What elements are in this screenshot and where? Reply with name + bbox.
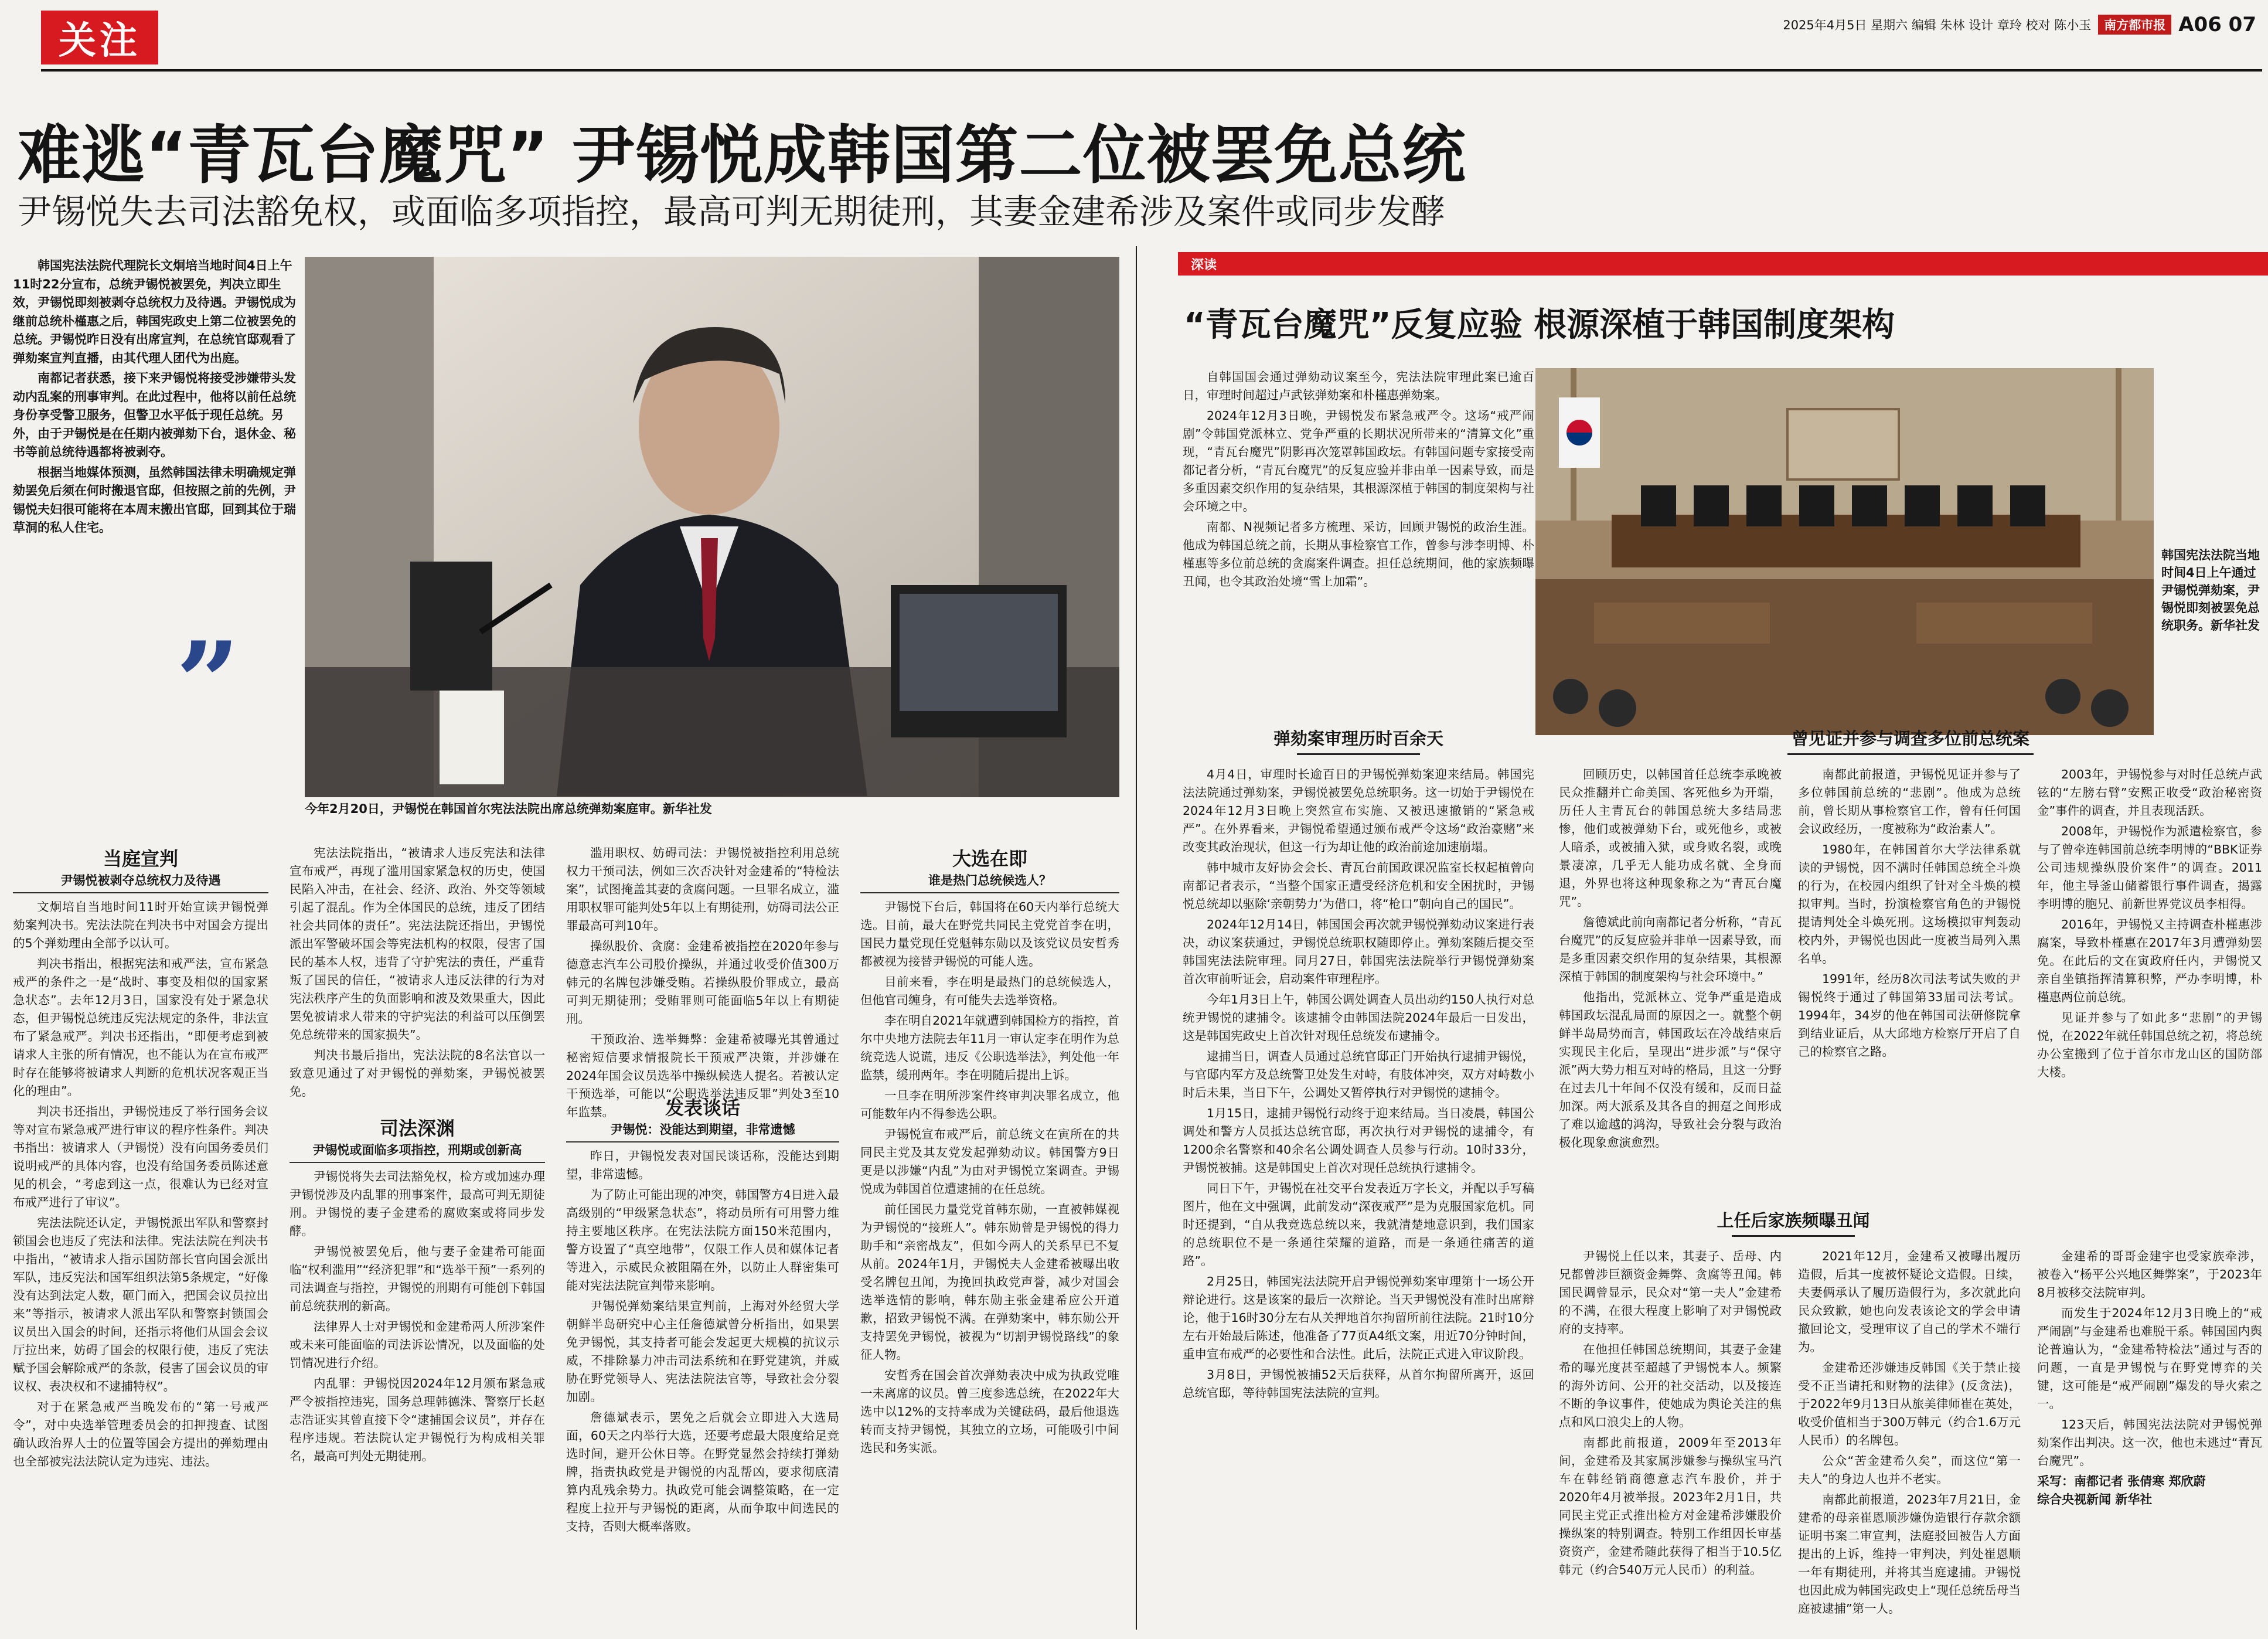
- sub-c-body-1: [1559, 1247, 1782, 1582]
- body-para: 操纵股价、贪腐：金建希被指控在2020年参与德意志汽车公司股价操纵，并通过收受价值300万韩元的名牌包涉嫌受贿。若操纵股价罪成立，最高可判无期徒刑；受贿罪则可能面临5年以上有期徒刑。: [566, 939, 839, 1026]
- section-rule: [13, 892, 268, 893]
- page-number: A06 07: [2178, 13, 2256, 36]
- byline-sources: 综合央视新闻 新华社: [2037, 1492, 2153, 1507]
- body-para: 123天后，韩国宪法法院对尹锡悦弹劾案作出判决。这一次，他也未逃过“青瓦台魔咒”。: [2037, 1417, 2262, 1468]
- sub-c-body-3: [2037, 1247, 2262, 1509]
- byline: [2037, 1473, 2262, 1509]
- section-verdict-deck: 尹锡悦被剥夺总统权力及待遇: [60, 873, 221, 887]
- section-tag: 关注: [41, 11, 158, 64]
- body-para: 2月25日，韩国宪法法院开启尹锡悦弹劾案审理第十一场公开辩论进行。这是该案的最后一次辩论。当天尹锡悦没有准时出席辩论，他于16时30分左右从关押地首尔拘留所前往法院。21时10分左右开始最后陈述，他准备了77页A4纸文案，用近70分钟时间，重申宣布戒严的必要性和合法性。此后，法院正式进入审议阶段。: [1183, 1274, 1534, 1361]
- body-para: 今年1月3日上午，韩国公调处调查人员出动约150人执行对总统尹锡悦的逮捕令。该逮捕令由韩国法院2024年最后一日发出，这是韩国宪政史上首次针对现任总统发布逮捕令。: [1183, 992, 1534, 1043]
- section-verdict-cont: [290, 844, 545, 1103]
- body-para: 1月15日，逮捕尹锡悦行动终于迎来结局。当日凌晨，韩国公调处和警方人员抵达总统官邸，再次执行对尹锡悦的逮捕令，有1200余名警察和40余名公调处调查人员参与行动。10时33分，尹锡悦被捕。这是韩国史上首次对现任总统执行逮捕令。: [1183, 1106, 1534, 1175]
- sub-title-underline: [1787, 753, 2034, 755]
- sub-a-title: 弹劾案审理历时百余天: [1273, 729, 1443, 749]
- sub-a-title-block: [1183, 726, 1534, 755]
- sub-c-title: 上任后家族频曝丑闻: [1717, 1210, 1870, 1230]
- body-para: 2016年，尹锡悦又主持调查朴槿惠涉腐案，导致朴槿惠在2017年3月遭弹劾罢免。在此后的文在寅政府任内，尹锡悦又亲自坐镇指挥清算积弊，严办李明博，朴槿惠两位前总统。: [2037, 917, 2262, 1004]
- body-para: 2021年12月，金建希又被曝出履历造假，后其一度被怀疑论文造假。日续，夫妻俩承认了履历造假行为，多次就此向民众致歉，她也向发表该论文的学会申请撤回论文，受理审议了自己的学术不端行为。: [1798, 1249, 2021, 1354]
- lead-para: 韩国宪法法院代理院长文炯培当地时间4日上午11时22分宣布，总统尹锡悦被罢免，判决立即生效，尹锡悦即刻被剥夺总统权力及待遇。尹锡悦成为继前总统朴槿惠之后，韩国宪政史上第二位被罢免的总统。尹锡悦昨日没有出席宣判，在总统官邸观看了弹劾案宣判直播，由其代理人团代为出庭。: [13, 259, 296, 365]
- section-legal-title: 司法深渊: [379, 1117, 455, 1140]
- body-para: 尹锡悦被罢免后，他与妻子金建希可能面临“权利滥用”“经济犯罪”和“选举干预”一系列的司法调查与指控，尹锡悦的刑期有可能创下韩国前总统获刑的新高。: [290, 1244, 545, 1313]
- body-para: 判决书指出，根据宪法和戒严法，宣布紧急戒严的条件之一是“战时、事变及相似的国家紧急状态”。去年12月3日，国家没有处于紧急状态，但尹锡悦总统违反宪法规定的条件，非法宣布了紧急戒严。判决书还指出，“即便考虑到被请求人主张的所有情况，也不能认为在宣布戒严时存在能够将被请求人判断的危机状况客观正当化的理由”。: [13, 957, 268, 1098]
- quote-mark-icon: ”: [176, 617, 240, 748]
- body-para: 判决书最后指出，宪法法院的8名法官以一致意见通过了对尹锡悦的弹劾案，尹锡悦被罢免。: [290, 1048, 545, 1099]
- sub-title-underline: [1732, 1235, 1855, 1237]
- right-headline: “青瓦台魔咒”反复应验 根源深植于韩国制度架构: [1184, 306, 1895, 344]
- section-speech-body: [566, 1147, 839, 1536]
- body-para: 尹锡悦宣布戒严后，前总统文在寅所在的共同民主党及其友党发起弹劾动议。韩国警方9日更是以涉嫌“内乱”为由对尹锡悦立案调查。尹锡悦成为韩国首位遭逮捕的在任总统。: [860, 1127, 1119, 1196]
- body-para: 宪法法院指出，“被请求人违反宪法和法律宣布戒严，再现了滥用国家紧急权的历史，使国民陷入冲击，在社会、经济、政治、外交等领域引起了混乱。作为全体国民的总统，违反了团结社会共同体的责任”。宪法法院还指出，尹锡悦派出军警破坏国会等宪法机构的权限，侵害了国民的基本人权，违背了守护宪法的责任，严重背叛了国民的信任，“被请求人违反法律的行为对宪法秩序产生的负面影响和波及效果重大，因此罢免被请求人带来的守护宪法的利益可以压倒罢免总统带来的国家损失”。: [290, 846, 545, 1042]
- body-para: 尹锡悦上任以来，其妻子、岳母、内兄都曾涉巨额资金舞弊、贪腐等丑闻。韩国民调曾显示，民众对“第一夫人”金建希的不满，在很大程度上影响了对尹锡悦政府的支持率。: [1559, 1249, 1782, 1336]
- body-para: 宪法法院还认定，尹锡悦派出军队和警察封锁国会也违反了宪法和法律。宪法法院在判决书中指出，“被请求人指示国防部长官向国会派出军队，违反宪法和国军组织法第5条规定，“好像没有达到法定人数，砸门而入，把国会议员拉出来”等指示，被请求人派出军队和警察封锁国会议员出入国会的时间，还指示将他们从国会会议厅拉出来，妨碍了国会的权限行使，违反了宪法赋予国会解除戒严的条款，侵害了国会议员的审议权、表决权和不逮捕特权”。: [13, 1216, 268, 1393]
- body-para: 见证并参与了如此多“悲剧”的尹锡悦，在2022年就任韩国总统之初，将总统办公室搬到了位于首尔市龙山区的国防部大楼。: [2037, 1011, 2262, 1079]
- section-election-body: [860, 898, 1119, 1457]
- body-para: 1991年，经历8次司法考试失败的尹锡悦终于通过了韩国第33届司法考试。1994年，34岁的他在韩国司法研修院拿到结业证后，从大邱地方检察厅开启了自己的检察官之路。: [1798, 972, 2021, 1059]
- body-para: 法律界人士对尹锡悦和金建希两人所涉案件或未来可能面临的司法诉讼情况，以及面临的处罚情况进行介绍。: [290, 1320, 545, 1370]
- section-rule: [290, 1162, 545, 1163]
- body-para: 在他担任韩国总统期间，其妻子金建希的曝光度甚至超越了尹锡悦本人。频繁的海外访问、公开的社交活动，以及接连不断的争议事件，使她成为舆论关注的焦点和风口浪尖上的人物。: [1559, 1342, 1782, 1429]
- section-legal-deck: 尹锡悦或面临多项指控，刑期或创新高: [312, 1143, 522, 1157]
- photo-yoon-courtroom: [305, 257, 1119, 797]
- header-date-editors: 2025年4月5日 星期六 编辑 朱林 设计 章玲 校对 陈小玉: [1783, 18, 2092, 32]
- section-election-title: 大选在即: [952, 848, 1027, 870]
- body-para: 回顾历史，以韩国首任总统李承晚被民众推翻并亡命美国、客死他乡为开端，历任人主青瓦台的韩国总统大多结局悲惨，他们或被弹劾下台，或死他乡，或被人暗杀，或被捕入狱，或身败名裂，或晚景凄凉，几乎无人能功成名就、全身而退，外界也将这种现象称之为“青瓦台魔咒”。: [1559, 767, 1782, 909]
- body-para: 一旦李在明所涉案件终审判决罪名成立，他可能数年内不得参选公职。: [860, 1089, 1119, 1121]
- sub-b-body-1: [1559, 766, 1782, 1154]
- main-photo-caption: 今年2月20日，尹锡悦在韩国首尔宪法法院出席总统弹劾案庭审。新华社发: [305, 802, 712, 816]
- section-legal: [290, 1114, 545, 1468]
- body-para: 文炯培自当地时间11时开始宣读尹锡悦弹劾案判决书。宪法法院在判决书中对国会方提出的5个弹劾理由全部予以认可。: [13, 900, 268, 950]
- body-para: 内乱罪：尹锡悦因2024年12月颁布紧急戒严令被指控违宪，国务总理韩德洙、警察厅长赵志浩证实其曾直接下令“逮捕国会议员”，并存在程序违规。若法院认定尹锡悦行为构成相关罪名，最高可判处无期徒刑。: [290, 1376, 545, 1463]
- body-para: 2003年，尹锡悦参与对时任总统卢武铉的“左膀右臂”安熙正收受“政治秘密资金”事件的调查，并且表现活跃。: [2037, 767, 2262, 818]
- section-rule: [566, 1141, 839, 1142]
- section-election: [860, 844, 1119, 1460]
- body-para: 2008年，尹锡悦作为派遣检察官，参与了曾牵连韩国前总统李明博的“BBK证券公司违规操纵股价案件”的调查。2011年，他主导釜山储蓄银行事件调查，揭露李明博的胞兄、前新世界党议员李相得。: [2037, 824, 2262, 911]
- body-para: 3月8日，尹锡悦被捕52天后获释，从首尔拘留所离开，返回总统官邸，等待韩国宪法法院的宣判。: [1183, 1368, 1534, 1400]
- page-header-info: [1783, 13, 2256, 36]
- body-para: 尹锡悦弹劾案结果宣判前，上海对外经贸大学朝鲜半岛研究中心主任詹德斌曾分析指出，如果罢免尹锡悦，其支持者可能会发起更大规模的抗议示威，不排除暴力冲击司法系统和在野党建筑，并威胁在野党领导人、宪法法院法官等，导致社会分裂加剧。: [566, 1299, 839, 1404]
- body-para: 南都、N视频记者多方梳理、采访，回顾尹锡悦的政治生涯。他成为韩国总统之前，长期从事检察官工作，曾参与涉李明博、朴槿惠等多位前总统的贪腐案件调查。担任总统期间，他的家族频曝丑闻，也令其政治处境“雪上加霜”。: [1183, 520, 1534, 589]
- body-para: 李在明自2021年就遭到韩国检方的指控，首尔中央地方法院去年11月一审认定李在明作为总统竞选人说谎，违反《公职选举法》，判处他一年监禁，缓刑两年。李在明随后提出上诉。: [860, 1014, 1119, 1082]
- byline-reporters: 采写：南都记者 张倩寒 郑欣蔚: [2037, 1474, 2206, 1488]
- sub-b-body-2: [1798, 766, 2021, 1063]
- body-para: 南都此前报道，尹锡悦见证并参与了多位韩国前总统的“悲剧”。他成为总统前，曾长期从事检察官工作，曾有任何国会议政经历，一度被称为“政治素人”。: [1798, 767, 2021, 836]
- right-intro: [1183, 368, 1534, 593]
- body-para: 2024年12月3日晚，尹锡悦发布紧急戒严令。这场“戒严闹剧”令韩国党派林立、党争严重的长期状况所带来的“清算文化”重现，“青瓦台魔咒”阴影再次笼罩韩国政坛。有韩国问题专家接受南都记者分析，“青瓦台魔咒”的反复应验并非由单一因素导致，而是多重因素交织作用的复杂结果，其根源深植于韩国的制度架构与社会环境之中。: [1183, 409, 1534, 514]
- section-speech-deck: 尹锡悦：没能达到期望，非常遗憾: [610, 1123, 795, 1137]
- section-legal-cont: [566, 844, 839, 1124]
- body-para: 昨日，尹锡悦发表对国民谈话称，没能达到期望，非常遗憾。: [566, 1149, 839, 1181]
- body-para: 尹锡悦将失去司法豁免权，检方或加速办理尹锡悦涉及内乱罪的刑事案件，最高可判无期徒刑。尹锡悦的妻子金建希的腐败案或将同步发酵。: [290, 1169, 545, 1238]
- section-ribbon: 深读: [1178, 252, 2268, 276]
- body-para: 南都此前报道，2009年至2013年间，金建希及其家属涉嫌参与操纵宝马汽车在韩经销商德意志汽车股价，并于2020年4月被举报。2023年2月1日，共同民主党正式推出检方对金建希涉嫌股价操纵案的特别调查。特别工作组因长审基资资产，金建希随此获得了相当于10.5亿韩元（约合540万元人民币）的利益。: [1559, 1436, 1782, 1577]
- body-para: 尹锡悦下台后，韩国将在60天内举行总统大选。目前，最大在野党共同民主党党首李在明，国民力量党现任党魁韩东勋以及该党议员安哲秀都被视为接替尹锡悦的可能人选。: [860, 900, 1119, 968]
- section-speech: [566, 1093, 839, 1538]
- sub-c-title-block: [1559, 1208, 2028, 1237]
- court-photo-caption: 韩国宪法法院当地时间4日上午通过尹锡悦弹劾案，尹锡悦即刻被罢免总统职务。新华社发: [2161, 548, 2260, 633]
- body-para: 金建希还涉嫌违反韩国《关于禁止接受不正当请托和财物的法律》(反贪法)，于2022年9月13日从旅美律师崔在英处，收受价值相当于300万韩元（约合1.6万元人民币）的名牌包。: [1798, 1361, 2021, 1447]
- section-legal-body: [290, 1168, 545, 1465]
- body-para: 而发生于2024年12月3日晚上的“戒严闹剧”与金建希也难脱干系。韩国国内舆论普遍认为，“金建希特检法”通过与否的问题，一直是尹锡悦与在野党博弈的关键，这可能是“戒严闹剧”爆发的导火索之一。: [2037, 1306, 2262, 1411]
- sub-b-title: 曾见证并参与调查多位前总统案: [1791, 729, 2029, 749]
- body-para: 詹德斌表示，罢免之后就会立即进入大选局面，60天之内举行大选，还要考虑最大限度给足竞选时间，避开公休日等。在野党显然会持续打弹劾牌，指责执政党是尹锡悦的内乱帮凶，要求彻底清算内乱残余势力。执政党可能会调整策略，在一定程度上拉开与尹锡悦的距离，从而争取中间选民的支持，否则大概率落败。: [566, 1410, 839, 1533]
- lead-text: [13, 257, 300, 539]
- sub-b-title-block: [1559, 726, 2262, 755]
- body-para: 他指出，党派林立、党争严重是造成韩国政坛混乱局面的原因之一。就整个朝鲜半岛局势而言，韩国政坛在冷战结束后实现民主化后，呈现出“进步派”与“保守派”两大势力相互对峙的格局，且这一分野在过去几十年间不仅没有缓和，反而日益加深。两大派系及其各自的拥趸之间形成了难以逾越的鸿沟，导致社会分裂与政治极化现象愈演愈烈。: [1559, 990, 1782, 1150]
- sub-title-underline: [1297, 753, 1420, 755]
- body-para: 詹德斌此前向南都记者分析称，“青瓦台魔咒”的反复应验并非单一因素导致，而是多重因素交织作用的复杂结果，其根源深植于韩国的制度架构与社会环境中。”: [1559, 915, 1782, 984]
- main-headline: 难逃“青瓦台魔咒” 尹锡悦成韩国第二位被罢免总统: [18, 119, 1466, 192]
- section-verdict-body: [13, 898, 268, 1471]
- sub-a-body: [1183, 766, 1534, 1405]
- body-para: 滥用职权、妨碍司法：尹锡悦被指控利用总统权力干预司法，例如三次否决针对金建希的“特检法案”，试图掩盖其妻的贪腐问题。一旦罪名成立，滥用职权罪可能判处5年以上有期徒刑，妨碍司法公正罪最高可判10年。: [566, 846, 839, 933]
- body-para: 4月4日，审理时长逾百日的尹锡悦弹劾案迎来结局。韩国宪法法院通过弹劾案，尹锡悦被罢免总统职务。这一切始于尹锡悦在2024年12月3日晚上突然宣布实施、又被迅速撤销的“紧急戒严”。在外界看来，尹锡悦希望通过颁布戒严令这场“政治豪赌”来改变其政治现状，但这一行为却让他的政治前途加速崩塌。: [1183, 767, 1534, 854]
- section-verdict-title: 当庭宣判: [103, 848, 178, 870]
- page-divider: [1136, 246, 1137, 1630]
- body-para: 对于在紧急戒严当晚发布的“第一号戒严令”，对中央选举管理委员会的扣押搜查、试图确认政治界人士的位置等国会方提出的弹劾理由也全部被宪法法院认定为违宪、违法。: [13, 1400, 268, 1468]
- body-para: 为了防止可能出现的冲突，韩国警方4日进入最高级别的“甲级紧急状态”，将动员所有可用警力维持主要地区秩序。在宪法法院方面150米范围内，警方设置了“真空地带”，仅限工作人员和媒体记者等进入，示威民众被阻隔在外，以防止人群密集可能对宪法法院宣判带来影响。: [566, 1188, 839, 1293]
- photo-constitutional-court: [1535, 368, 2154, 735]
- body-para: 前任国民力量党党首韩东勋，一直被韩媒视为尹锡悦的“接班人”。韩东勋曾是尹锡悦的得力助手和“亲密战友”，但如今两人的关系早已不复从前。2024年1月，尹锡悦夫人金建希被曝出收受名牌包丑闻，为挽回执政党声誉，减少对国会选举选情的影响，韩东勋主张金建希应公开道歉，招致尹锡悦不满。在弹劾案中，韩东勋公开支持罢免尹锡悦，被视为“切割尹锡悦路线”的象征人物。: [860, 1202, 1119, 1362]
- lead-para: 根据当地媒体预测，虽然韩国法律未明确规定弹劾罢免后须在何时搬退官邸，但按照之前的先例，尹锡悦夫妇很可能将在本周末搬出官邸，回到其位于瑞草洞的私人住宅。: [13, 465, 296, 535]
- section-election-deck: 谁是热门总统候选人？: [928, 873, 1051, 887]
- body-para: 干预政治、选举舞弊：金建希被曝光其曾通过秘密短信要求情报院长干预戒严决策，并涉嫌在2024年国会议员选举中操纵候选人提名。若被认定干预选举，可能以“公职选举法违反罪”判处3至10年监禁。: [566, 1032, 839, 1119]
- section-speech-title: 发表谈话: [665, 1097, 740, 1119]
- body-para: 逮捕当日，调查人员通过总统官邸正门开始执行逮捕尹锡悦，与官邸内军方及总统警卫处发生对峙，有肢体冲突，双方对峙数小时后未果，当日下午，公调处又暂停执行对尹锡悦的逮捕令。: [1183, 1049, 1534, 1100]
- body-para: 1980年，在韩国首尔大学法律系就读的尹锡悦，因不满时任韩国总统全斗焕的行为，在校园内组织了针对全斗焕的模拟审判。当时，扮演检察官角色的尹锡悦提请判处全斗焕死刑。这场模拟审判轰动校内外，尹锡悦也因此一度被当局列入黑名单。: [1798, 842, 2021, 965]
- body-para: 同日下午，尹锡悦在社交平台发表近万字长文，并配以手写稿图片，他在文中强调，此前发动“深夜戒严”是为克服国家危机。同时还提到，“自从我竞选总统以来，我就清楚地意识到，我们国家的总统职位不是一条通往荣耀的道路，而是一条通往痛苦的道路”。: [1183, 1181, 1534, 1268]
- court-photo: [1535, 368, 2154, 735]
- body-para: 韩中城市友好协会会长、青瓦台前国政课况监室长权起植曾向南都记者表示，“当整个国家正遭受经济危机和安全困扰时，尹锡悦总统却以驱除‘亲朝势力’为借口，将“枪口”朝向自己的国民”。: [1183, 861, 1534, 911]
- paper-logo: 南方都市报: [2098, 15, 2171, 35]
- section-verdict: [13, 844, 268, 1473]
- body-para: 2024年12月14日，韩国国会再次就尹锡悦弹劾动议案进行表决，动议案获通过，尹锡悦总统职权随即停止。弹劾案随后提交至韩国宪法法院审理。同月27日，韩国宪法法院举行尹锡悦弹劾案首次审前听证会，启动案件审理程序。: [1183, 917, 1534, 986]
- body-para: 目前来看，李在明是最热门的总统候选人，但他官司缠身，有可能失去选举资格。: [860, 975, 1119, 1007]
- section-rule: [860, 892, 1119, 893]
- sub-c-body-2: [1798, 1247, 2021, 1620]
- sub-b-body-3: [2037, 766, 2262, 1084]
- lead-para: 南都记者获悉，接下来尹锡悦将接受涉嫌带头发动内乱案的刑事审判。在此过程中，他将以前任总统身份享受警卫服务，但警卫水平低于现任总统。另外，由于尹锡悦是在任期内被弹劾下台，退休金、秘书等前总统待遇都将被剥夺。: [13, 371, 296, 459]
- body-para: 自韩国国会通过弹劾动议案至今，宪法法院审理此案已逾百日，审理时间超过卢武铉弹劾案和朴槿惠弹劾案。: [1183, 370, 1534, 402]
- body-para: 判决书还指出，尹锡悦违反了举行国务会议等对宣布紧急戒严进行审议的程序性条件。判决书指出：被请求人（尹锡悦）没有向国务委员们说明戒严的具体内容，也没有给国务委员陈述意见的机会，“考虑到这一点，很难认为已经对宣布戒严进行了审议”。: [13, 1104, 268, 1209]
- main-subhead: 尹锡悦失去司法豁免权，或面临多项指控，最高可判无期徒刑，其妻金建希涉及案件或同步发酵: [18, 192, 1446, 232]
- main-photo: [305, 257, 1119, 797]
- body-para: 南都此前报道，2023年7月21日，金建希的母亲崔恩顺涉嫌伪造银行存款余额证明书案二审宣判，法庭驳回被告人方面提出的上诉，维持一审判决，判处崔恩顺一年有期徒刑，并将其当庭逮捕。尹锡悦也因此成为韩国宪政史上“现任总统岳母当庭被逮捕”第一人。: [1798, 1492, 2021, 1616]
- body-para: 安哲秀在国会首次弹劾表决中成为执政党唯一未离席的议员。曾三度参选总统，在2022年大选中以12%的支持率成为关键砝码，最后他退选转而支持尹锡悦，其独立的立场，可能吸引中间选民和务实派。: [860, 1368, 1119, 1455]
- body-para: 金建希的哥哥金建宇也受家族牵涉，被卷入“杨平公兴地区舞弊案”，于2023年8月被移交法院审判。: [2037, 1249, 2262, 1300]
- header-rule: [41, 69, 2262, 72]
- body-para: 公众“苦金建希久矣”，而这位“第一夫人”的身边人也并不老实。: [1798, 1454, 2021, 1486]
